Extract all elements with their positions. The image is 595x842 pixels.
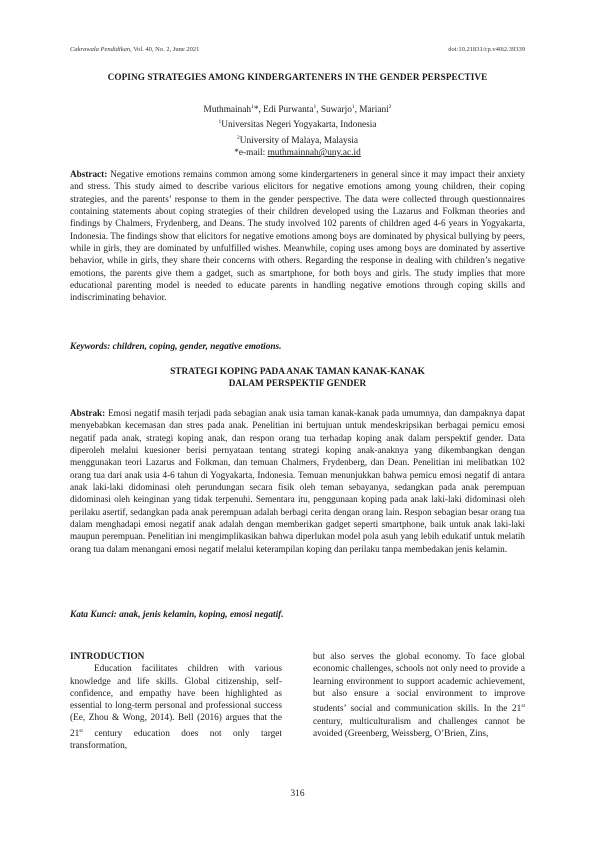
journal-name: Cakrawala Pendidikan,	[70, 46, 132, 53]
keywords-english: Keywords: children, coping, gender, negative emotions.	[70, 342, 282, 352]
body-column-right	[313, 651, 525, 740]
paper-title: COPING STRATEGIES AMONG KINDERGARTENERS IN THE GENDER PERSPECTIVE	[107, 72, 488, 82]
affiliation-marker: 2	[237, 134, 240, 141]
email-label: *e-mail:	[234, 148, 268, 159]
author-name: Muthmainah	[203, 105, 252, 116]
author-name: , Edi Purwanta	[258, 105, 314, 116]
email-line	[60, 147, 535, 159]
paragraph-text: century, multiculturalism and challenges cannot be avoided (Greenberg, Weissberg, O’Brien, Zins,	[313, 716, 525, 739]
paragraph-text: but also serves the global economy. To face global economic challenges, schools not only need to provide a learning environment to support academic achievement, but also ensure a social environment to improve students’ social and communication skills. In the 21	[313, 652, 525, 715]
body-paragraph	[313, 651, 525, 740]
email-link[interactable]: muthmainnah@uny.ac.id	[267, 148, 361, 159]
body-paragraph	[70, 663, 282, 752]
abstract-label: Abstrak:	[70, 408, 106, 418]
author-name: , Suwarjo	[316, 105, 352, 116]
indonesian-title-line: STRATEGI KOPING PADA ANAK TAMAN KANAK-KANAK	[170, 367, 425, 377]
indonesian-title-line: DALAM PERSPEKTIF GENDER	[228, 379, 367, 390]
affiliation-1	[60, 116, 535, 131]
journal-citation	[70, 46, 199, 53]
affiliation-2	[60, 132, 535, 147]
abstract-text: Negative emotions remains common among some kindergarteners in general since it may impact their anxiety and stress. This study aimed to describe various elicitors for negative emotions among young children, their coping strategies, and the parents’ response to them in the gender perspective. The data were collected through questionnaires containing statements about coping strategies of their children developed using the Lazarus and Folkman theories and findings by Chalmers, Frydenberg, and Deans. The study involved 102 parents of children aged 4-6 years in Yogyakarta, Indonesia. The findings show that elicitors for negative emotions among boys are dominated by physical bullying by peers, while in girls, they are dominated by unfulfilled wishes. Meanwhile, coping uses among boys are dominated by assertive behavior, while in girls, they share their concerns with others. Regarding the response in dealing with children’s negative emotions, the parents give them a gadget, such as smartphone, for both boys and girls. The study implies that more educational parenting model is needed to educate parents in handling negative emotions through coping skills and indiscriminating behavior.	[70, 169, 525, 303]
doi: doi:10.21831/cp.v40i2.39339	[448, 46, 525, 53]
paragraph-text: century education does not only target transformation,	[70, 728, 282, 752]
affiliation-marker: 1	[251, 104, 254, 110]
page-number: 316	[290, 789, 305, 799]
abstract-label: Abstract:	[70, 169, 108, 179]
affiliation-marker: 2	[388, 104, 392, 110]
author-names	[60, 101, 535, 116]
author-block	[60, 101, 535, 159]
affiliation-text: University of Malaya, Malaysia	[239, 135, 358, 146]
affiliation-marker: 1	[218, 119, 222, 126]
superscript: st	[521, 703, 525, 710]
abstract-text: Emosi negatif masih terjadi pada sebagian anak usia taman kanak-kanak pada umumnya, dan dampaknya dapat menyebabkan kecemasan dan stres pada anak. Penelitian ini bertujuan untuk mendeskripsikan berbagai pemicu emosi negatif pada anak, strategi koping anak, dan respon orang tua terhadap koping anak dalam perspektif gender. Data diperoleh melalui kuesioner berisi pernyataan tentang strategi koping anak-anaknya yang dikembangkan dengan menggunakan teori Lazarus and Folkman, dan temuan Chalmers, Frydenberg, dan Dean. Penelitian ini melibatkan 102 orang tua dari anak usia 4-6 tahun di Yogyakarta, Indonesia. Temuan menunjukkan bahwa pemicu emosi negatif di antara anak laki-laki didominasi oleh perundungan secara fisik oleh teman sebayanya, sedangkan pada anak perempuan didominasi oleh keinginan yang tidak terpenuhi. Sementara itu, penggunaan koping pada anak laki-laki didominasi oleh perilaku asertif, sedangkan pada anak perempuan adalah berbagi cerita dengan orang lain. Respon sebagian besar orang tua dalam menghadapi emosi negatif anak adalah dengan memberikan gadget seperti smartphone, baik untuk anak laki-laki maupun perempuan. Penelitian ini mengimplikasikan bahwa diperlukan model pola asuh yang lebih edukatif untuk melatih orang tua dalam menangani emosi negatif melalui keterampilan koping dan perilaku tanpa membedakan jenis kelamin.	[70, 408, 525, 554]
body-column-left	[70, 651, 282, 752]
abstract-indonesian	[70, 407, 525, 555]
volume-info: Vol. 40, No. 2, June 2021	[131, 46, 200, 53]
indonesian-title	[60, 366, 535, 391]
paragraph-text: Education facilitates children with various knowledge and life skills. Global citizenship, self-confidence, and empathy have been highlighted as essential to long-term personal and professional success (Ee, Zhou & Wong, 2014). Bell (2016) argues that the 21	[70, 664, 282, 739]
affiliation-marker: 1	[313, 104, 317, 110]
author-name: , Mariani	[354, 105, 389, 116]
keywords-indonesian: Kata Kunci: anak, jenis kelamin, koping, emosi negatif.	[70, 610, 284, 620]
superscript: st	[79, 727, 83, 734]
affiliation-text: Universitas Negeri Yogyakarta, Indonesia	[221, 120, 377, 131]
section-heading: INTRODUCTION	[70, 652, 145, 662]
corresponding-marker: *	[253, 105, 259, 116]
affiliation-marker: 1	[351, 104, 355, 110]
abstract-english	[70, 168, 525, 304]
